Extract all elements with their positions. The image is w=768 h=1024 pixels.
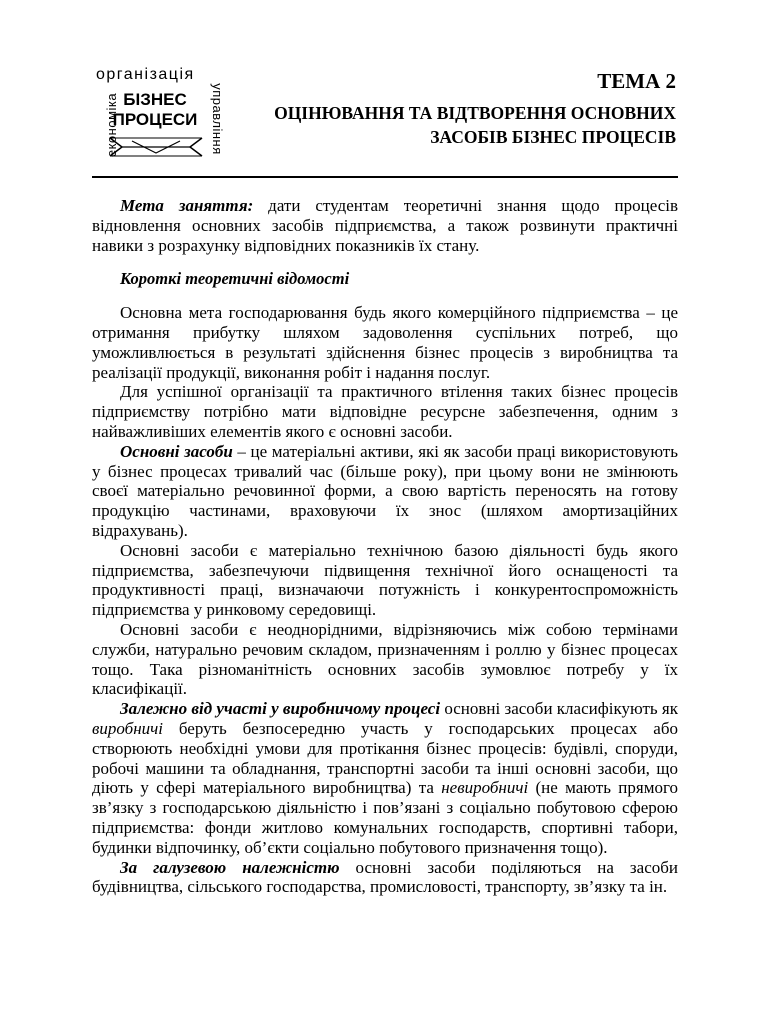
paragraph-6 (92, 699, 678, 857)
term-non-productive: невиробничі (441, 778, 529, 798)
paragraph-3 (92, 442, 678, 541)
paragraph-6-text-2: беруть безпосередню участь у господарських процесах або створюють необхідні умови для протікання бізнес процесів: будівлі, споруди, робочі машини та обладнання, транспортні засоби та інші основні засоби, що діють у сфері матеріального виробництва) та (92, 718, 678, 798)
paragraph-3-text: – це матеріальні активи, які як засоби праці використовують у бізнес процесах тривалий час (більше року), при цьому вони не змінюють своєї матеріально речовинної форми, а свою вартість переносять на готову продукцію частинами, враховуючи їх знос (шляхом амортизаційних відрахувань). (92, 441, 678, 540)
term-production-participation: Залежно від участі у виробничому процесі (120, 699, 441, 719)
term-industry-affiliation: За галузевою належністю (120, 857, 340, 877)
paragraph-5: Основні засоби є неоднорідними, відрізняючись між собою термінами служби, натурально речовим складом, призначенням і роллю у бізнес процесах тощо. Така різноманітність основних засобів зумовлює потребу у їх класифікації. (92, 619, 678, 699)
goal-label: Мета заняття: (120, 196, 254, 215)
topic-number: ТЕМА 2 (597, 69, 676, 93)
section-heading-text: Короткі теоретичні відомості (120, 269, 350, 289)
paragraph-1: Основна мета господарювання будь якого комерційного підприємства – це отримання прибутку шляхом задоволення суспільних потреб, що уможливлюється в результаті здійснення бізнес процесів з виробництва та реалізації продукції, виконання робіт і надання послуг. (92, 303, 678, 382)
logo-left-text: економіка (104, 92, 119, 158)
paragraph-4: Основні засоби є матеріально технічною базою діяльності будь якого підприємства, забезпечуючи підвищення технічної його оснащеності та продуктивності праці, визначаючи потужність і конкурентоспроможність підприємства у ринковому середовищі. (92, 540, 678, 620)
topic-title-line2: ЗАСОБІВ БІЗНЕС ПРОЦЕСІВ (430, 127, 676, 147)
logo (92, 66, 225, 166)
section-heading (92, 269, 678, 289)
topic-title (236, 101, 676, 149)
term-fixed-assets: Основні засоби (120, 441, 233, 461)
paragraph-6-text-1: основні засоби класифікують як (440, 699, 678, 719)
logo-top-text: організація (96, 66, 195, 83)
logo-right-text: управління (210, 83, 225, 155)
paragraph-2: Для успішної організації та практичного втілення таких бізнес процесів підприємству потрібно мати відповідне ресурсне забезпечення, одним з найважливіших елементів якого є основні засоби. (92, 382, 678, 441)
logo-center-line2: ПРОЦЕСИ (112, 110, 198, 129)
paragraph-6-text-3: (не мають прямого зв’язку з господарською діяльністю і пов’язані з соціально побутовою сферою підприємства: фонди житлово комунальних господарств, спортивні табори, будинки відпочинку, об’єкти соціально побутового призначення тощо). (92, 778, 679, 857)
paragraph-7-text: основні засоби поділяються на засоби будівництва, сільського господарства, промисловості, транспорту, зв’язку та ін. (92, 857, 678, 897)
goal-text: дати студентам теоретичні знання щодо процесів відновлення основних засобів підприємства, а також розвинути практичні навики з розрахунку відповідних показників їх стану. (92, 196, 678, 255)
header-divider (92, 176, 678, 178)
logo-arrows-icon (108, 132, 204, 162)
topic-title-line1: ОЦІНЮВАННЯ ТА ВІДТВОРЕННЯ ОСНОВНИХ (274, 103, 676, 123)
logo-center-line1: БІЗНЕС (123, 90, 187, 109)
paragraph-7 (92, 858, 678, 898)
document-body (92, 196, 678, 897)
goal-paragraph (92, 196, 678, 255)
term-productive: виробничі (92, 718, 163, 738)
